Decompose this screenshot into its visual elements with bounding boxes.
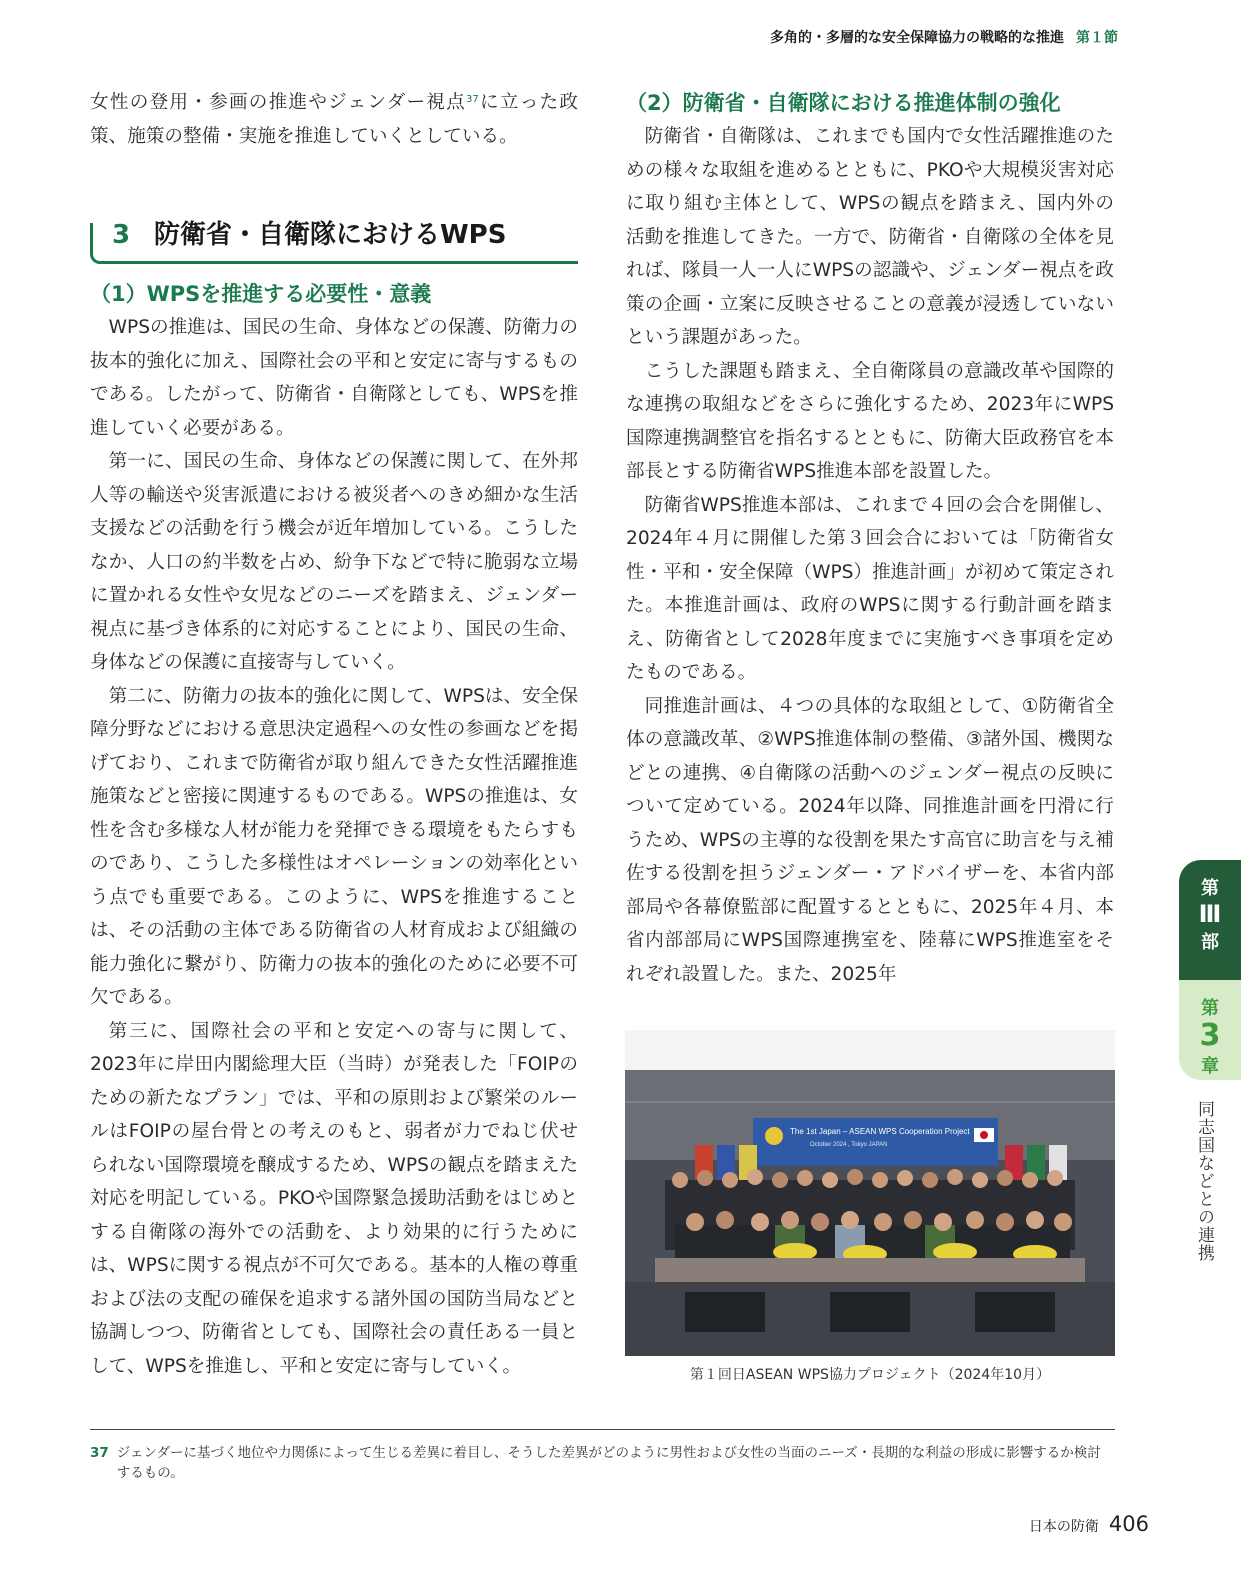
book-title: 日本の防衛	[1028, 1519, 1099, 1535]
page-number: 406	[1108, 1512, 1149, 1536]
running-header	[770, 27, 1118, 47]
footnote	[90, 1443, 1120, 1483]
subsection-heading-2: （2）防衛省・自衛隊における推進体制の強化	[626, 91, 1061, 115]
chapter-tab-number: 3	[1199, 1018, 1221, 1053]
running-title: 多角的・多層的な安全保障協力の戦略的な推進	[770, 30, 1064, 46]
paragraph: 第一に、国民の生命、身体などの保護に関して、在外邦人等の輸送や災害派遣における被災者へのきめ細かな生活支援などの活動を行う機会が近年増加している。こうしたなか、人口の約半数を占め、紛争下などで特に脆弱な立場に置かれる女性や女児などのニーズを踏まえ、ジェンダー視点に基づき体系的に対応することにより、国民の生命、身体などの保護に直接寄与していく。	[90, 451, 578, 673]
paragraph: 防衛省・自衛隊は、これまでも国内で女性活躍推進のための様々な取組を進めるとともに、PKOや大規模災害対応に取り組む主体として、WPSの観点を踏まえ、国内外の活動を推進してきた。一方で、防衛省・自衛隊の全体を見れば、隊員一人一人にWPSの認識や、ジェンダー視点を政策の企画・立案に反映させることの意義が浸透していないという課題があった。	[626, 126, 1114, 348]
part-tab-prefix: 第	[1201, 878, 1219, 899]
chapter-title-vertical: 同志国などとの連携	[1194, 1100, 1214, 1262]
section-heading	[90, 217, 578, 277]
section-heading-rule	[100, 261, 578, 264]
conference-table	[655, 1258, 1085, 1282]
paragraph: 第三に、国際社会の平和と安定への寄与に関して、2023年に岸田内閣総理大臣（当時）が発表した「FOIPのための新たなプラン」では、平和の原則および繁栄のルールはFOIPの屋台骨との考えのもと、弱者が力でねじ伏せられない国際環境を醸成するため、WPSの観点を踏まえた対応を明記している。PKOや国際緊急援助活動をはじめとする自衛隊の海外での活動を、より効果的に行うためには、WPSに関する視点が不可欠である。基本的人権の尊重および法の支配の確保を追求する諸外国の国防当局などと協調しつつ、防衛省としても、国際社会の責任ある一員として、WPSを推進し、平和と安定に寄与していく。	[90, 1020, 578, 1377]
paragraph: WPSの推進は、国民の生命、身体などの保護、防衛力の抜本的強化に加え、国際社会の平和と安定に寄与するものである。したがって、防衛省・自衛隊としても、WPSを推進していく必要がある。	[90, 317, 578, 439]
intro-paragraph	[90, 86, 578, 153]
chapter-tab[interactable]	[1179, 980, 1241, 1080]
intro-text-a: 女性の登用・参画の推進やジェンダー視点	[90, 92, 467, 113]
section-number: 3	[112, 220, 131, 250]
part-tab-number: Ⅲ	[1198, 900, 1222, 928]
chair	[975, 1292, 1055, 1332]
chapter-tab-suffix: 章	[1201, 1056, 1219, 1077]
footnote-text: ジェンダーに基づく地位や力関係によって生じる差異に着目し、そうした差異がどのように男性および女性の当面のニーズ・長期的な利益の形成に影響するか検討するもの。	[116, 1445, 1101, 1481]
paragraph: 防衛省WPS推進本部は、これまで４回の会合を開催し、2024年４月に開催した第３回会合においては「防衛省女性・平和・安全保障（WPS）推進計画」が初めて策定された。本推進計画は、政府のWPSに関する行動計画を踏まえ、防衛省として2028年度までに実施すべき事項を定めたものである。	[626, 494, 1114, 683]
intro-text-b: に立った政策、施策の整備・実施を推進していくとしている。	[90, 92, 578, 147]
paragraph: 同推進計画は、４つの具体的な取組として、①防衛省全体の意識改革、②WPS推進体制の整備、③諸外国、機関などとの連携、④自衛隊の活動へのジェンダー視点の反映について定めている。2024年以降、同推進計画を円滑に行うため、WPSの主導的な役割を果たす高官に助言を与え補佐する役割を担うジェンダー・アドバイザーを、本省内部部局や各幕僚監部に配置するとともに、2025年４月、本省内部部局にWPS国際連携室を、陸幕にWPS推進室をそれぞれ設置した。また、2025年	[626, 695, 1114, 985]
left-column	[90, 86, 578, 1383]
subsection-heading-1: （1）WPSを推進する必要性・意義	[90, 282, 432, 306]
part-tab[interactable]	[1179, 860, 1241, 992]
right-column	[626, 86, 1114, 991]
banner-subtitle: October 2024 , Tokyo JAPAN	[810, 1142, 888, 1148]
group-photo-illustration	[625, 1030, 1115, 1356]
paragraph: こうした課題も踏まえ、全自衛隊員の意識改革や国際的な連携の取組などをさらに強化するため、2023年にWPS国際連携調整官を指名するとともに、防衛大臣政務官を本部長とする防衛省WPS推進本部を設置した。	[626, 360, 1114, 482]
section-title: 防衛省・自衛隊におけるWPS	[154, 220, 507, 250]
photo-caption: 第１回日ASEAN WPS協力プロジェクト（2024年10月）	[689, 1367, 1051, 1383]
banner-title: The 1st Japan – ASEAN WPS Cooperation Project	[790, 1127, 970, 1136]
chair	[830, 1292, 910, 1332]
paragraph: 第二に、防衛力の抜本的強化に関して、WPSは、安全保障分野などにおける意思決定過程への女性の参画などを掲げており、これまで防衛省が取り組んできた女性活躍推進施策などと密接に関連するものである。WPSの推進は、女性を含む多様な人材が能力を発揮できる環境をもたらすものであり、こうした多様性はオペレーションの効率化という点でも重要である。このように、WPSを推進することは、その活動の主体である防衛省の人材育成および組織の能力強化に繋がり、防衛力の抜本的強化のために必要不可欠である。	[90, 685, 578, 1008]
section-label: 第１節	[1076, 30, 1118, 46]
chapter-tab-prefix: 第	[1201, 998, 1219, 1019]
footnote-number: 37	[90, 1445, 109, 1461]
chair	[685, 1292, 765, 1332]
part-tab-suffix: 部	[1201, 932, 1219, 953]
footnote-divider	[90, 1429, 1115, 1430]
section-heading-bracket	[90, 223, 101, 264]
group-photo	[625, 1030, 1115, 1356]
page-footer	[1029, 1512, 1149, 1536]
footnote-ref[interactable]: 37	[466, 94, 479, 105]
